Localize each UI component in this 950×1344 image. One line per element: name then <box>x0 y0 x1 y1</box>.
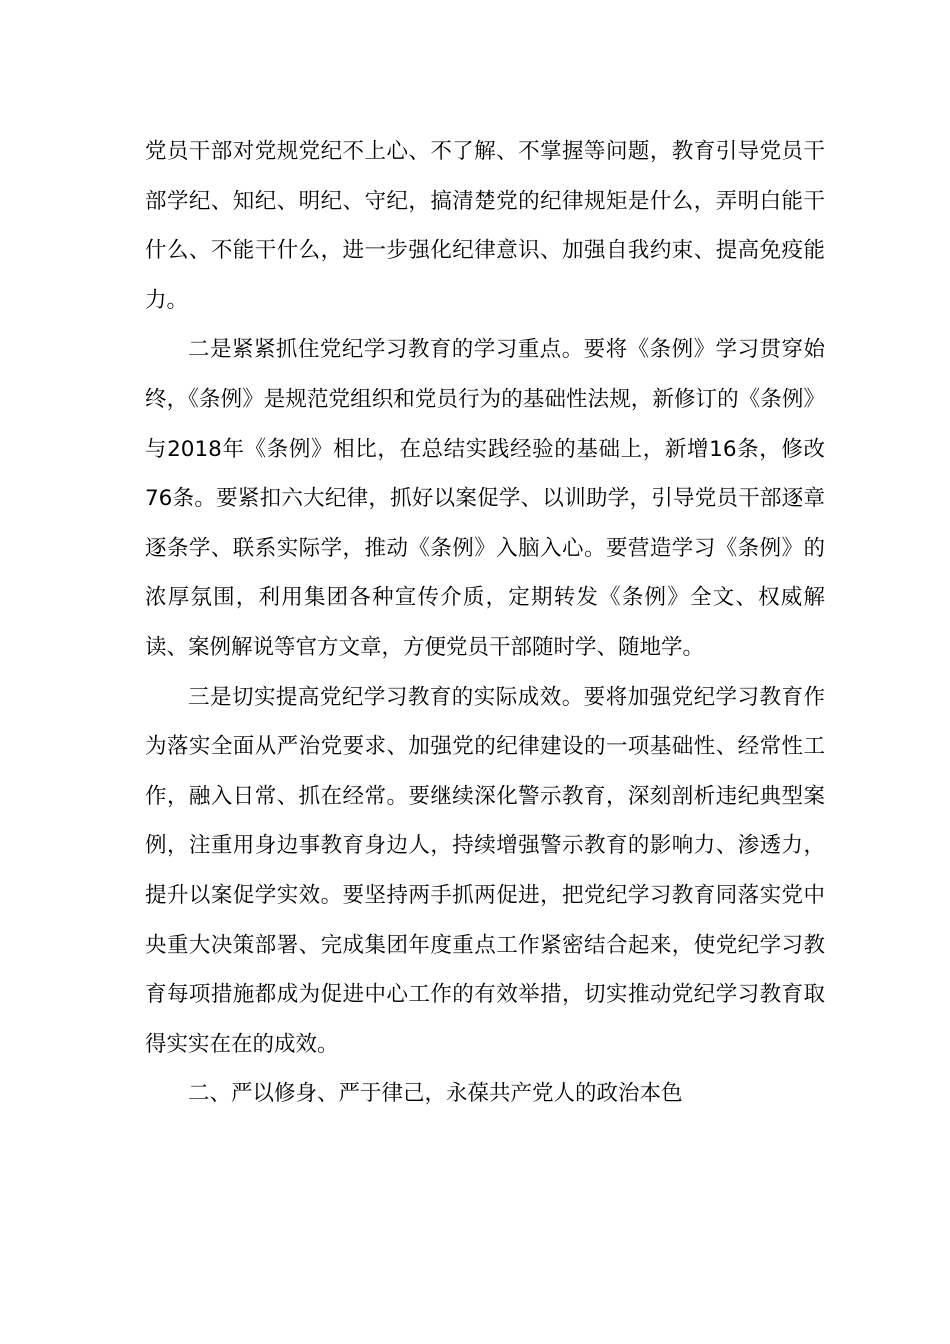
paragraph-study-focus: 二是紧紧抓住党纪学习教育的学习重点。要将《条例》学习贯穿始终，《条例》是规范党组织和党员行为的基础性法规，新修订的《条例》与2018年《条例》相比，在总结实践经验的基础上，新增16条，修改76条。要紧扣六大纪律，抓好以案促学、以训助学，引导党员干部逐章逐条学、联系实际学，推动《条例》入脑入心。要营造学习《条例》的浓厚氛围，利用集团各种宣传介质，定期转发《条例》全文、权威解读、案例解说等官方文章，方便党员干部随时学、随地学。 <box>145 337 825 660</box>
section-heading: 二、严以修身、严于律己，永葆共产党人的政治本色 <box>188 1081 683 1107</box>
paragraph-continued: 党员干部对党规党纪不上心、不了解、不掌握等问题，教育引导党员干部学纪、知纪、明纪、守纪，搞清楚党的纪律规矩是什么，弄明白能干什么、不能干什么，进一步强化纪律意识、加强自我约束、提高免疫能力。 <box>145 139 825 313</box>
paragraph-effectiveness: 三是切实提高党纪学习教育的实际成效。要将加强党纪学习教育作为落实全面从严治党要求、加强党的纪律建设的一项基础性、经常性工作，融入日常、抓在经常。要继续深化警示教育，深刻剖析违纪典型案例，注重用身边事教育身边人，持续增强警示教育的影响力、渗透力，提升以案促学实效。要坚持两手抓两促进，把党纪学习教育同落实党中央重大决策部署、完成集团年度重点工作紧密结合起来，使党纪学习教育每项措施都成为促进中心工作的有效举措，切实推动党纪学习教育取得实实在在的成效。 <box>145 684 825 1057</box>
document-body <box>145 127 825 1119</box>
